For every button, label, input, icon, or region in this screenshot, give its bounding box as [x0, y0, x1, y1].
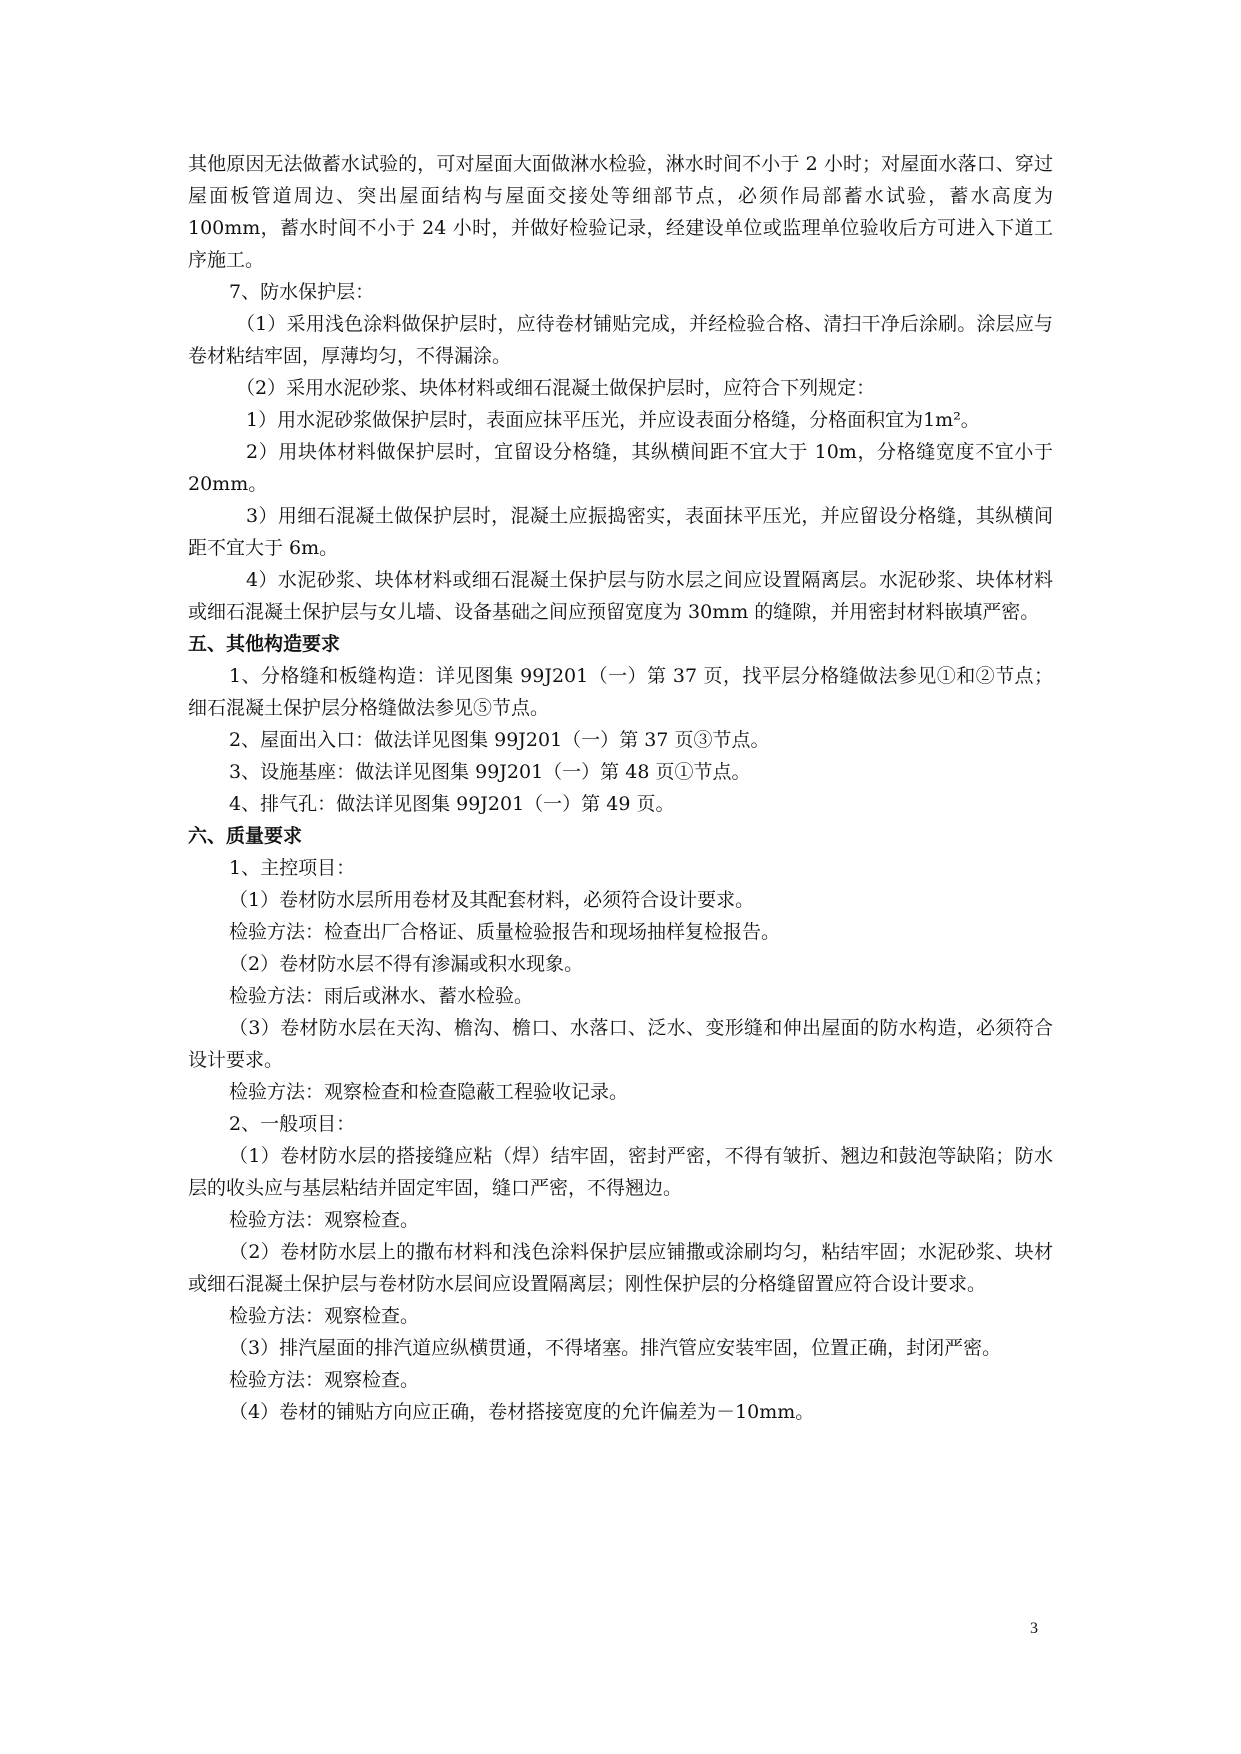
paragraph-no-leak: （2）卷材防水层不得有渗漏或积水现象。 — [229, 953, 584, 975]
paragraph-light-coating: （1）采用浅色涂料做保护层时，应待卷材铺贴完成，并经检验合格、清扫干净后涂刷。涂层应与卷材粘结牢固，厚薄均匀，不得漏涂。 — [188, 313, 1053, 367]
item-general: 2、一般项目： — [229, 1113, 356, 1135]
item-main-control: 1、主控项目： — [229, 857, 356, 879]
paragraph-inspection-method: 检验方法：检查出厂合格证、质量检验报告和现场抽样复检报告。 — [229, 921, 781, 943]
page-body — [188, 148, 1053, 1428]
section-heading-quality: 六、质量要求 — [188, 825, 303, 847]
paragraph-water-test: 其他原因无法做蓄水试验的，可对屋面大面做淋水检验，淋水时间不小于 2 小时；对屋面水落口、穿过屋面板管道周边、突出屋面结构与屋面交接处等细部节点，必须作局部蓄水试验，蓄水高度为 100mm，蓄水时间不小于 24 小时，并做好检验记录，经建设单位或监理单位验收后方可进入下道工序施工。 — [188, 153, 1053, 271]
paragraph-detail-construction: （3）卷材防水层在天沟、檐沟、檐口、水落口、泛水、变形缝和伸出屋面的防水构造，必须符合设计要求。 — [188, 1017, 1053, 1071]
item-equipment-base: 3、设施基座：做法详见图集 99J201（一）第 48 页①节点。 — [229, 761, 751, 783]
paragraph-protective-coating: （2）卷材防水层上的撒布材料和浅色涂料保护层应铺撒或涂刷均匀，粘结牢固；水泥砂浆、块材或细石混凝土保护层与卷材防水层间应设置隔离层；刚性保护层的分格缝留置应符合设计要求。 — [188, 1241, 1053, 1295]
paragraph-seam-bonding: （1）卷材防水层的搭接缝应粘（焊）结牢固，密封严密，不得有皱折、翘边和鼓泡等缺陷；防水层的收头应与基层粘结并固定牢固，缝口严密，不得翘边。 — [188, 1145, 1053, 1199]
paragraph-inspection-method: 检验方法：观察检查。 — [229, 1209, 420, 1231]
paragraph-lay-direction: （4）卷材的铺贴方向应正确，卷材搭接宽度的允许偏差为－10mm。 — [229, 1401, 815, 1423]
paragraph-material-req: （1）卷材防水层所用卷材及其配套材料，必须符合设计要求。 — [229, 889, 755, 911]
rule-fine-concrete: 3）用细石混凝土做保护层时，混凝土应振捣密实，表面抹平压光，并应留设分格缝，其纵横间距不宜大于 6m。 — [188, 505, 1053, 559]
section-heading-construction: 五、其他构造要求 — [188, 633, 341, 655]
paragraph-inspection-method: 检验方法：观察检查和检查隐蔽工程验收记录。 — [229, 1081, 629, 1103]
item-joint-construction: 1、分格缝和板缝构造：详见图集 99J201（一）第 37 页，找平层分格缝做法参见①和②节点；细石混凝土保护层分格缝做法参见⑤节点。 — [188, 665, 1053, 719]
item-vent-hole: 4、排气孔：做法详见图集 99J201（一）第 49 页。 — [229, 793, 675, 815]
paragraph-inspection-method: 检验方法：雨后或淋水、蓄水检验。 — [229, 985, 534, 1007]
paragraph-vent-channel: （3）排汽屋面的排汽道应纵横贯通，不得堵塞。排汽管应安装牢固，位置正确，封闭严密。 — [229, 1337, 1002, 1359]
paragraph-cement-rules: （2）采用水泥砂浆、块体材料或细石混凝土做保护层时，应符合下列规定： — [236, 377, 876, 399]
paragraph-inspection-method: 检验方法：观察检查。 — [229, 1305, 420, 1327]
item-protective-layer: 7、防水保护层： — [229, 281, 375, 303]
item-roof-access: 2、屋面出入口：做法详见图集 99J201（一）第 37 页③节点。 — [229, 729, 770, 751]
rule-cement-mortar: 1）用水泥砂浆做保护层时，表面应抹平压光，并应设表面分格缝，分格面积宜为1m²。 — [246, 409, 980, 431]
page-number: 3 — [1030, 1620, 1038, 1637]
paragraph-inspection-method: 检验方法：观察检查。 — [229, 1369, 420, 1391]
rule-isolation-layer: 4）水泥砂浆、块体材料或细石混凝土保护层与防水层之间应设置隔离层。水泥砂浆、块体材料或细石混凝土保护层与女儿墙、设备基础之间应预留宽度为 30mm 的缝隙，并用密封材料嵌填严密。 — [188, 569, 1053, 623]
rule-block-material: 2）用块体材料做保护层时，宜留设分格缝，其纵横间距不宜大于 10m，分格缝宽度不宜小于 20mm。 — [188, 441, 1053, 495]
